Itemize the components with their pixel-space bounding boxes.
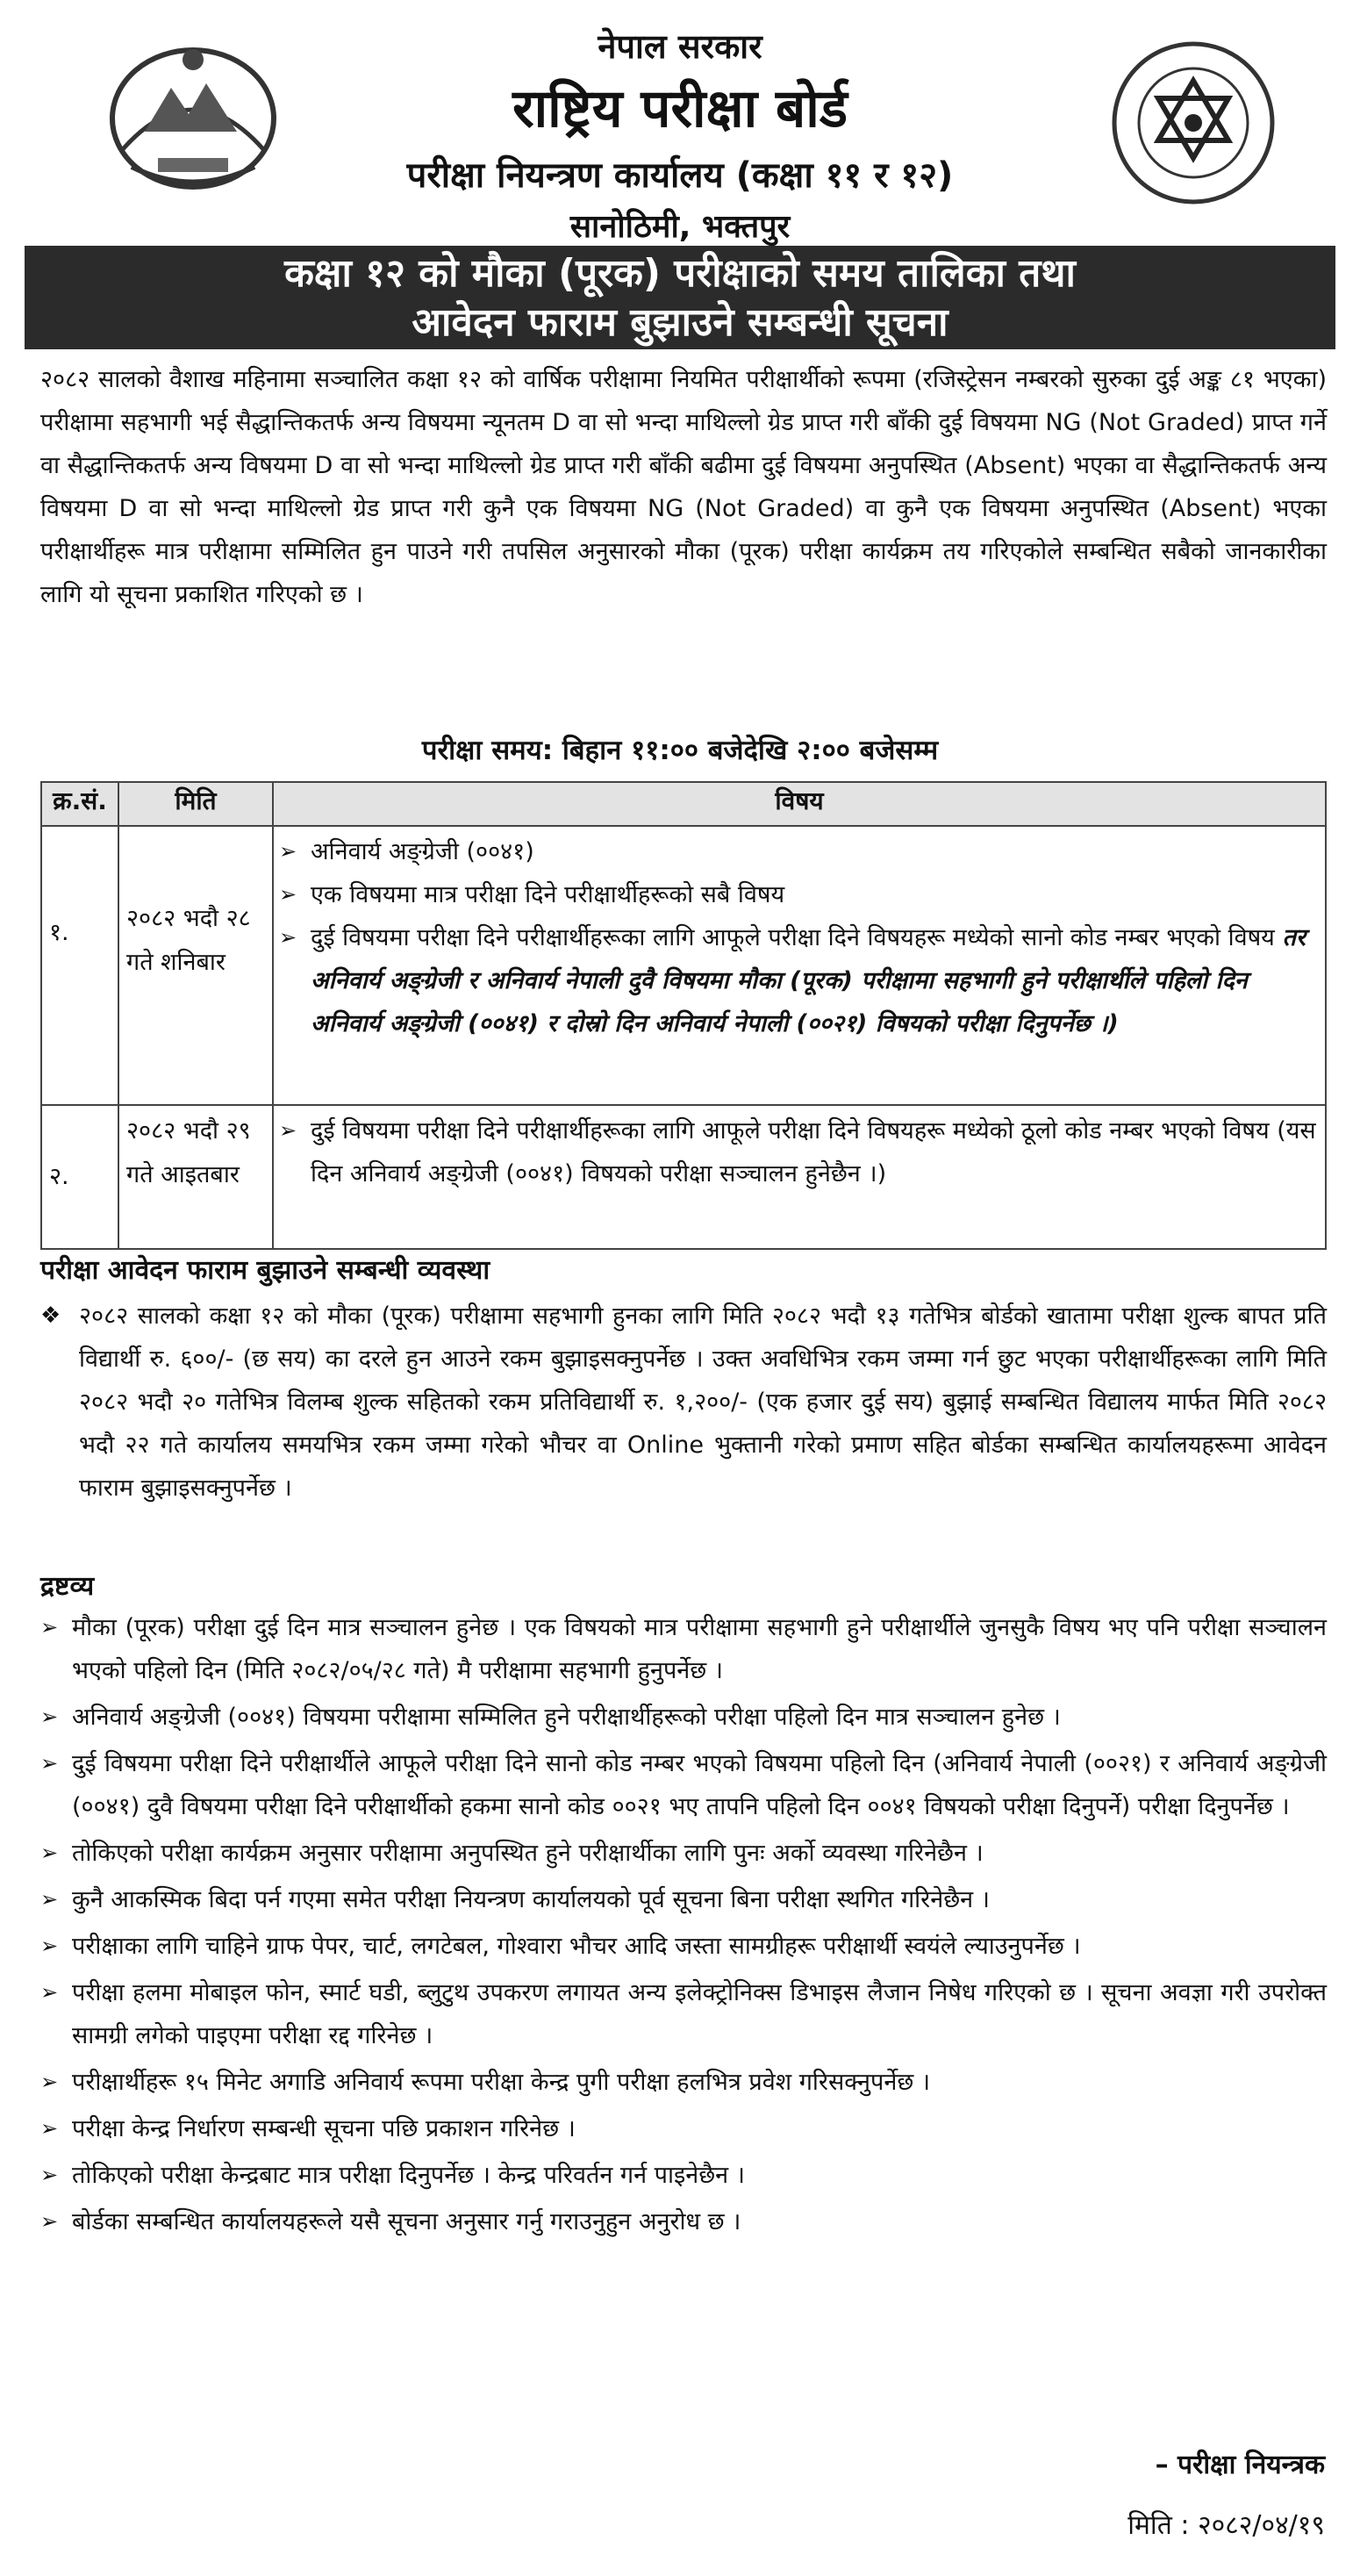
arrow-bullet-icon: ➢ [40,1615,59,1640]
list-item: ➢ तोकिएको परीक्षा केन्द्रबाट मात्र परीक्षा दिनुपर्नेछ । केन्द्र परिवर्तन गर्न पाइनेछैन । [40,2154,1327,2197]
header-date: मिति [118,782,273,826]
list-item: ❖ २०८२ सालको कक्षा १२ को मौका (पूरक) परीक्षामा सहभागी हुनका लागि मिति २०८२ भदौ १३ गतेभित्र बोर्डको खातामा परीक्षा शुल्क बापत प्रति विद्यार्थी रु. ६००/- (छ सय) का दरले हुन आउने रकम बुझाइसक्नुपर्नेछ । उक्त अवधिभित्र रकम जम्मा गर्न छुट भएका परीक्षार्थीहरूका लागि मिति २०८२ भदौ २० गतेभित्र विलम्ब शुल्क सहितको रकम प्रतिविद्यार्थी रु. १,२००/- (एक हजार दुई सय) बुझाई सम्बन्धित विद्यालय मार्फत मिति २०८२ भदौ २२ गते कार्यालय समयभित्र रकम जम्मा गरेको भौचर वा Online भुक्तानी गरेको प्रमाण सहित बोर्डका सम्बन्धित कार्यालयहरूमा आवेदन फाराम बुझाइसक्नुपर्नेछ । [40,1295,1327,1510]
arrow-bullet-icon: ➢ [40,1934,59,1958]
list-item: ➢ मौका (पूरक) परीक्षा दुई दिन मात्र सञ्चालन हुनेछ । एक विषयको मात्र परीक्षामा सहभागी हुने परीक्षार्थीले जुनसुकै विषय भए पनि परीक्षा सञ्चालन भएको पहिलो दिन (मिति २०८२/०५/२८ गते) मै परीक्षामा सहभागी हुनुपर्नेछ । [40,1606,1327,1692]
arrow-bullet-icon: ➢ [279,882,297,907]
exam-time: परीक्षा समय: बिहान ११:०० बजेदेखि २:०० बजेसम्म [421,735,939,766]
office-address: सानोठिमी, भक्तपुर [569,209,791,245]
list-item: ➢ अनिवार्य अङ्ग्रेजी (००४१) विषयमा परीक्षामा सम्मिलित हुने परीक्षार्थीहरूको परीक्षा पहिलो दिन मात्र सञ्चालन हुनेछ । [40,1696,1327,1739]
row-subjects [273,826,1326,1105]
diamond-bullet-icon: ❖ [40,1302,61,1329]
govt-name: नेपाल सरकार [598,27,762,66]
list-item: ➢ परीक्षा केन्द्र निर्धारण सम्बन्धी सूचना पछि प्रकाशन गरिनेछ । [40,2107,1327,2150]
notice-title-banner [25,246,1335,349]
banner-line-1: कक्षा १२ को मौका (पूरक) परीक्षाको समय तालिका तथा [284,251,1076,296]
arrow-bullet-icon: ➢ [279,1118,297,1143]
list-item: ➢ परीक्षा हलमा मोबाइल फोन, स्मार्ट घडी, ब्लुटुथ उपकरण लगायत अन्य इलेक्ट्रोनिक्स डिभाइस लैजान निषेध गरिएको छ । सूचना अवज्ञा गरी उपरोक्त सामग्री लगेको पाइएमा परीक्षा रद्द गरिनेछ । [40,1971,1327,2057]
list-item: ➢ एक विषयमा मात्र परीक्षा दिने परीक्षार्थीहरूको सबै विषय [279,873,1316,916]
list-item: ➢ तोकिएको परीक्षा कार्यक्रम अनुसार परीक्षामा अनुपस्थित हुने परीक्षार्थीका लागि पुनः अर्को व्यवस्था गरिनेछैन । [40,1832,1327,1875]
list-item: ➢ कुनै आकस्मिक बिदा पर्न गएमा समेत परीक्षा नियन्त्रण कार्यालयको पूर्व सूचना बिना परीक्षा स्थगित गरिनेछैन । [40,1878,1327,1921]
arrow-bullet-icon: ➢ [40,1841,59,1865]
list-item: ➢ दुई विषयमा परीक्षा दिने परीक्षार्थीहरूका लागि आफूले परीक्षा दिने विषयहरू मध्येको सानो कोड नम्बर भएको विषय तर अनिवार्य अङ्ग्रेजी र अनिवार्य नेपाली दुवै विषयमा मौका (पूरक) परीक्षामा सहभागी हुने परीक्षार्थीले पहिलो दिन अनिवार्य अङ्ग्रेजी (००४१) र दोस्रो दिन अनिवार्य नेपाली (००२१) विषयको परीक्षा दिनुपर्नेछ ।) [279,916,1316,1045]
arrow-bullet-icon: ➢ [40,1751,59,1776]
form-section [40,1295,1327,1513]
list-item: ➢ बोर्डका सम्बन्धित कार्यालयहरूले यसै सूचना अनुसार गर्नु गराउनुहुन अनुरोध छ । [40,2200,1327,2243]
intro-paragraph: २०८२ सालको वैशाख महिनामा सञ्चालित कक्षा १२ को वार्षिक परीक्षामा नियमित परीक्षार्थीको रूपमा (रजिस्ट्रेसन नम्बरको सुरुका दुई अङ्क ८१ भएका) परीक्षामा सहभागी भई सैद्धान्तिकतर्फ अन्य विषयमा न्यूनतम D वा सो भन्दा माथिल्लो ग्रेड प्राप्त गरी बाँकी दुई विषयमा NG (Not Graded) प्राप्त गर्ने वा सैद्धान्तिकतर्फ अन्य विषयमा D वा सो भन्दा माथिल्लो ग्रेड प्राप्त गरी बाँकी बढीमा दुई विषयमा अनुपस्थित (Absent) भएका वा सैद्धान्तिकतर्फ अन्य विषयमा D वा सो भन्दा माथिल्लो ग्रेड प्राप्त गरी कुनै एक विषयमा NG (Not Graded) वा कुनै एक विषयमा अनुपस्थित (Absent) भएका परीक्षार्थीहरू मात्र परीक्षामा सम्मिलित हुन पाउने गरी तपसिल अनुसारको मौका (पूरक) परीक्षा कार्यक्रम तय गरिएकोले सम्बन्धित सबैको जानकारीका लागि यो सूचना प्रकाशित गरिएको छ । [40,366,1327,608]
table-row [41,826,1326,1105]
notes-title: द्रष्टव्य [40,1571,95,1602]
list-item: ➢ दुई विषयमा परीक्षा दिने परीक्षार्थीहरूका लागि आफूले परीक्षा दिने विषयहरू मध्येको ठूलो कोड नम्बर भएको विषय (यस दिन अनिवार्य अङ्ग्रेजी (००४१) विषयको परीक्षा सञ्चालन हुनेछैन ।) [279,1109,1316,1195]
list-item: ➢ दुई विषयमा परीक्षा दिने परीक्षार्थीले आफूले परीक्षा दिने सानो कोड नम्बर भएको विषयमा पहिलो दिन (अनिवार्य नेपाली (००२१) र अनिवार्य अङ्ग्रेजी (००४१) दुवै विषयमा परीक्षा दिने परीक्षार्थीको हकमा सानो कोड ००२१ भए तापनि पहिलो दिन ००४१ विषयको परीक्षा दिनुपर्ने) परीक्षा दिनुपर्नेछ । [40,1742,1327,1828]
banner-line-2: आवेदन फाराम बुझाउने सम्बन्धी सूचना [412,300,948,345]
row-date: २०८२ भदौ २९ गते आइतबार [118,1105,273,1249]
row-sn: १. [41,826,118,1105]
arrow-bullet-icon: ➢ [40,1980,59,2005]
nepal-emblem-icon [97,35,290,193]
arrow-bullet-icon: ➢ [40,1887,59,1912]
notice-date: मिति : २०८२/०४/१९ [1127,2510,1325,2541]
arrow-bullet-icon: ➢ [279,839,297,864]
arrow-bullet-icon: ➢ [40,2070,59,2094]
list-item: ➢ परीक्षार्थीहरू १५ मिनेट अगाडि अनिवार्य रूपमा परीक्षा केन्द्र पुगी परीक्षा हलभित्र प्रवेश गरिसक्नुपर्नेछ । [40,2061,1327,2104]
arrow-bullet-icon: ➢ [40,2209,59,2234]
row-subjects [273,1105,1326,1249]
table-header-row [41,782,1326,826]
emphasis-text: तर अनिवार्य अङ्ग्रेजी र अनिवार्य नेपाली दुवै विषयमा मौका (पूरक) परीक्षामा सहभागी हुने परीक्षार्थीले पहिलो दिन अनिवार्य अङ्ग्रेजी (००४१) र दोस्रो दिन अनिवार्य नेपाली (००२१) विषयको परीक्षा दिनुपर्नेछ ।) [311,924,1306,1037]
arrow-bullet-icon: ➢ [40,2116,59,2141]
notes-list [40,1606,1327,2247]
signature: – परीक्षा नियन्त्रक [1155,2450,1325,2480]
row-sn: २. [41,1105,118,1249]
board-seal-icon [1106,35,1281,211]
arrow-bullet-icon: ➢ [279,925,297,950]
arrow-bullet-icon: ➢ [40,1704,59,1729]
header-subject: विषय [273,782,1326,826]
header [0,0,1360,245]
row-date: २०८२ भदौ २८ गते शनिबार [118,826,273,1105]
schedule-table [40,781,1327,1250]
office-name: परीक्षा नियन्त्रण कार्यालय (कक्षा ११ र १२) [406,155,954,196]
list-item: ➢ परीक्षाका लागि चाहिने ग्राफ पेपर, चार्ट, लगटेबल, गोश्वारा भौचर आदि जस्ता सामग्रीहरू परीक्षार्थी स्वयंले ल्याउनुपर्नेछ । [40,1925,1327,1968]
list-item: ➢ अनिवार्य अङ्ग्रेजी (००४१) [279,830,1316,873]
arrow-bullet-icon: ➢ [40,2163,59,2187]
header-sn: क्र.सं. [41,782,118,826]
board-name: राष्ट्रिय परीक्षा बोर्ड [512,78,848,140]
form-section-title: परीक्षा आवेदन फाराम बुझाउने सम्बन्धी व्यवस्था [40,1255,490,1286]
table-row [41,1105,1326,1249]
